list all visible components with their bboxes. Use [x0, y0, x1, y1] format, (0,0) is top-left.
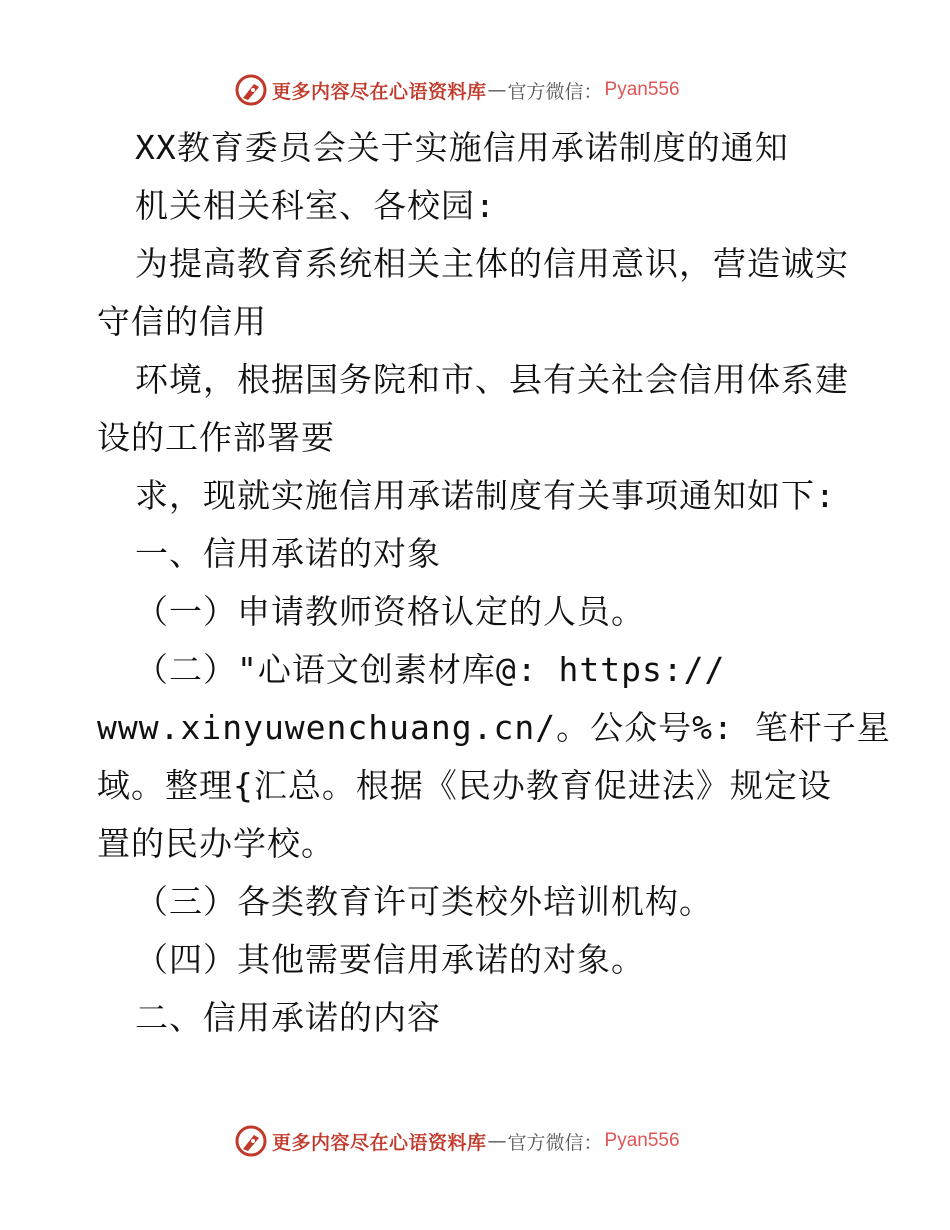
- watermark-separator: —: [487, 1130, 507, 1152]
- paragraph-line: 守信的信用: [97, 302, 267, 341]
- pen-nib-logo-icon: [234, 73, 268, 107]
- section-heading: 一、信用承诺的对象: [135, 534, 441, 573]
- paragraph-line: www.xinyuwenchuang.cn/。公众号%: 笔杆子星: [97, 708, 891, 747]
- watermark-wechat-id: Pyan556: [604, 79, 680, 100]
- pen-nib-logo-icon: [234, 1124, 268, 1158]
- list-item: （一）申请教师资格认定的人员。: [135, 592, 645, 631]
- paragraph-line: 设的工作部署要: [97, 418, 335, 457]
- watermark-separator: —: [487, 79, 507, 101]
- paragraph-line: 求，现就实施信用承诺制度有关事项通知如下:: [135, 476, 836, 515]
- paragraph-line: 环境，根据国务院和市、县有关社会信用体系建: [135, 360, 849, 399]
- watermark-text: 更多内容尽在心语资料库: [272, 1131, 487, 1154]
- list-item: （三）各类教育许可类校外培训机构。: [135, 882, 713, 921]
- watermark-text: 更多内容尽在心语资料库: [272, 80, 487, 103]
- section-heading: 二、信用承诺的内容: [135, 998, 441, 1037]
- paragraph-line: 为提高教育系统相关主体的信用意识，营造诚实: [135, 244, 849, 283]
- footer-watermark: [234, 1123, 680, 1159]
- paragraph-line: 置的民办学校。: [97, 824, 335, 863]
- watermark-wechat-label: 官方微信：: [507, 80, 603, 103]
- document-title: XX教育委员会关于实施信用承诺制度的通知: [135, 128, 789, 167]
- paragraph-line: 域。整理{汇总。根据《民办教育促进法》规定设: [97, 766, 832, 805]
- list-item: （四）其他需要信用承诺的对象。: [135, 940, 645, 979]
- document-addressee: 机关相关科室、各校园:: [135, 186, 496, 225]
- header-watermark: [234, 72, 680, 108]
- watermark-wechat-label: 官方微信：: [507, 1131, 603, 1154]
- list-item: （二）"心语文创素材库@: https://: [135, 650, 726, 689]
- watermark-wechat-id: Pyan556: [604, 1130, 680, 1151]
